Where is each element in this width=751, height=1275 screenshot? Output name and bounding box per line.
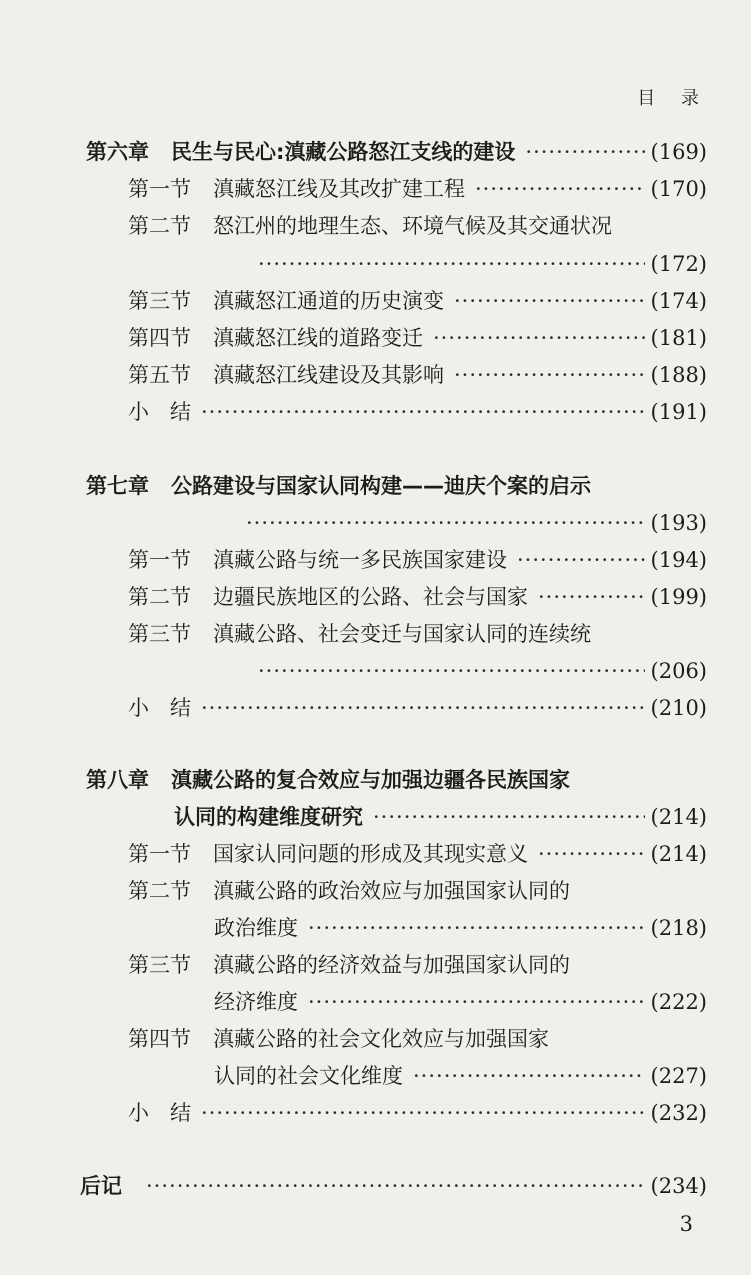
summary-label: 小 结 [128,696,191,720]
dot-leader [538,840,645,868]
page-ref: (210) [650,696,707,720]
dot-leader [454,361,645,389]
page-ref: (174) [650,289,707,313]
section-label: 第二节 [128,214,191,238]
toc-section[interactable] [128,287,707,315]
section-title: 滇藏怒江线建设及其影响 [213,363,444,387]
toc-section[interactable] [128,324,707,352]
dot-leader [525,138,644,166]
section-label: 第三节 [128,289,191,313]
chapter-title-cont: 认同的构建维度研究 [174,805,363,829]
section-label: 第一节 [128,842,191,866]
summary-label: 小 结 [128,1101,191,1125]
toc-section-continuation[interactable] [258,657,707,685]
dot-leader [413,1062,645,1090]
section-label: 第五节 [128,363,191,387]
dot-leader [201,398,645,426]
dot-leader [308,988,645,1016]
page-ref: (191) [650,400,707,424]
dot-leader [433,324,645,352]
toc-section-continuation[interactable] [258,250,707,278]
page-ref: (232) [650,1101,707,1125]
page-header: 目 录 [637,88,709,109]
toc-section-continuation[interactable] [214,988,707,1016]
section-title: 滇藏怒江线的道路变迁 [213,326,423,350]
dot-leader [517,546,645,574]
toc-section[interactable] [128,877,707,905]
page-ref: (170) [650,177,707,201]
section-label: 第三节 [128,953,191,977]
section-title: 滇藏公路、社会变迁与国家认同的连续统 [213,622,591,646]
toc-section[interactable] [128,212,707,240]
section-title: 滇藏公路的政治效应与加强国家认同的 [213,879,570,903]
dot-leader [201,1099,645,1127]
page-ref: (193) [650,511,707,535]
section-label: 第二节 [128,585,191,609]
toc-chapter-7[interactable] [86,472,707,500]
section-title: 边疆民族地区的公路、社会与国家 [213,585,528,609]
section-title: 国家认同问题的形成及其现实意义 [213,842,528,866]
page-ref: (181) [650,326,707,350]
chapter-title: 滇藏公路的复合效应与加强边疆各民族国家 [171,768,570,792]
page-ref: (169) [650,140,707,164]
section-label: 第二节 [128,879,191,903]
toc-chapter-continuation[interactable] [246,509,707,537]
page-ref: (172) [650,252,707,276]
section-title-cont: 政治维度 [214,916,298,940]
toc-summary[interactable] [128,398,707,426]
page-ref: (188) [650,363,707,387]
section-title-cont: 认同的社会文化维度 [214,1064,403,1088]
page-ref: (218) [650,916,707,940]
chapter-label: 第八章 [86,768,149,792]
dot-leader [258,657,645,685]
section-label: 第四节 [128,326,191,350]
dot-leader [373,803,645,831]
toc-summary[interactable] [128,1099,707,1127]
toc-chapter-continuation[interactable] [174,803,707,831]
section-title-cont: 经济维度 [214,990,298,1014]
toc-afterword[interactable] [80,1172,707,1200]
toc-section[interactable] [128,583,707,611]
section-title: 滇藏怒江线及其改扩建工程 [213,177,465,201]
toc-section[interactable] [128,620,707,648]
page-ref: (214) [650,842,707,866]
dot-leader [246,509,645,537]
summary-label: 小 结 [128,400,191,424]
chapter-label: 第七章 [86,474,149,498]
dot-leader [475,175,645,203]
chapter-label: 第六章 [86,140,149,164]
toc-section[interactable] [128,1025,707,1053]
page-ref: (199) [650,585,707,609]
toc-section[interactable] [128,546,707,574]
dot-leader [538,583,645,611]
page-ref: (234) [650,1174,707,1198]
toc-chapter-8[interactable] [86,766,707,794]
page-number: 3 [679,1212,693,1236]
toc-section[interactable] [128,951,707,979]
section-label: 第三节 [128,622,191,646]
page-ref: (194) [650,548,707,572]
toc-chapter-6[interactable] [86,138,707,166]
toc-section[interactable] [128,840,707,868]
section-label: 第一节 [128,548,191,572]
section-title: 滇藏公路的经济效益与加强国家认同的 [213,953,570,977]
page-ref: (222) [650,990,707,1014]
section-label: 第四节 [128,1027,191,1051]
page-ref: (206) [650,659,707,683]
chapter-title: 公路建设与国家认同构建——迪庆个案的启示 [171,474,591,498]
section-title: 滇藏公路的社会文化效应与加强国家 [213,1027,549,1051]
section-title: 滇藏公路与统一多民族国家建设 [213,548,507,572]
toc-section[interactable] [128,361,707,389]
dot-leader [454,287,645,315]
afterword-label: 后记 [80,1174,122,1198]
dot-leader [308,914,645,942]
dot-leader [146,1172,645,1200]
toc-summary[interactable] [128,694,707,722]
dot-leader [201,694,645,722]
section-label: 第一节 [128,177,191,201]
dot-leader [258,250,645,278]
page-ref: (214) [650,805,707,829]
page-ref: (227) [650,1064,707,1088]
toc-section-continuation[interactable] [214,914,707,942]
section-title: 滇藏怒江通道的历史演变 [213,289,444,313]
toc-section[interactable] [128,175,707,203]
chapter-title: 民生与民心:滇藏公路怒江支线的建设 [171,140,516,164]
toc-section-continuation[interactable] [214,1062,707,1090]
section-title: 怒江州的地理生态、环境气候及其交通状况 [213,214,612,238]
